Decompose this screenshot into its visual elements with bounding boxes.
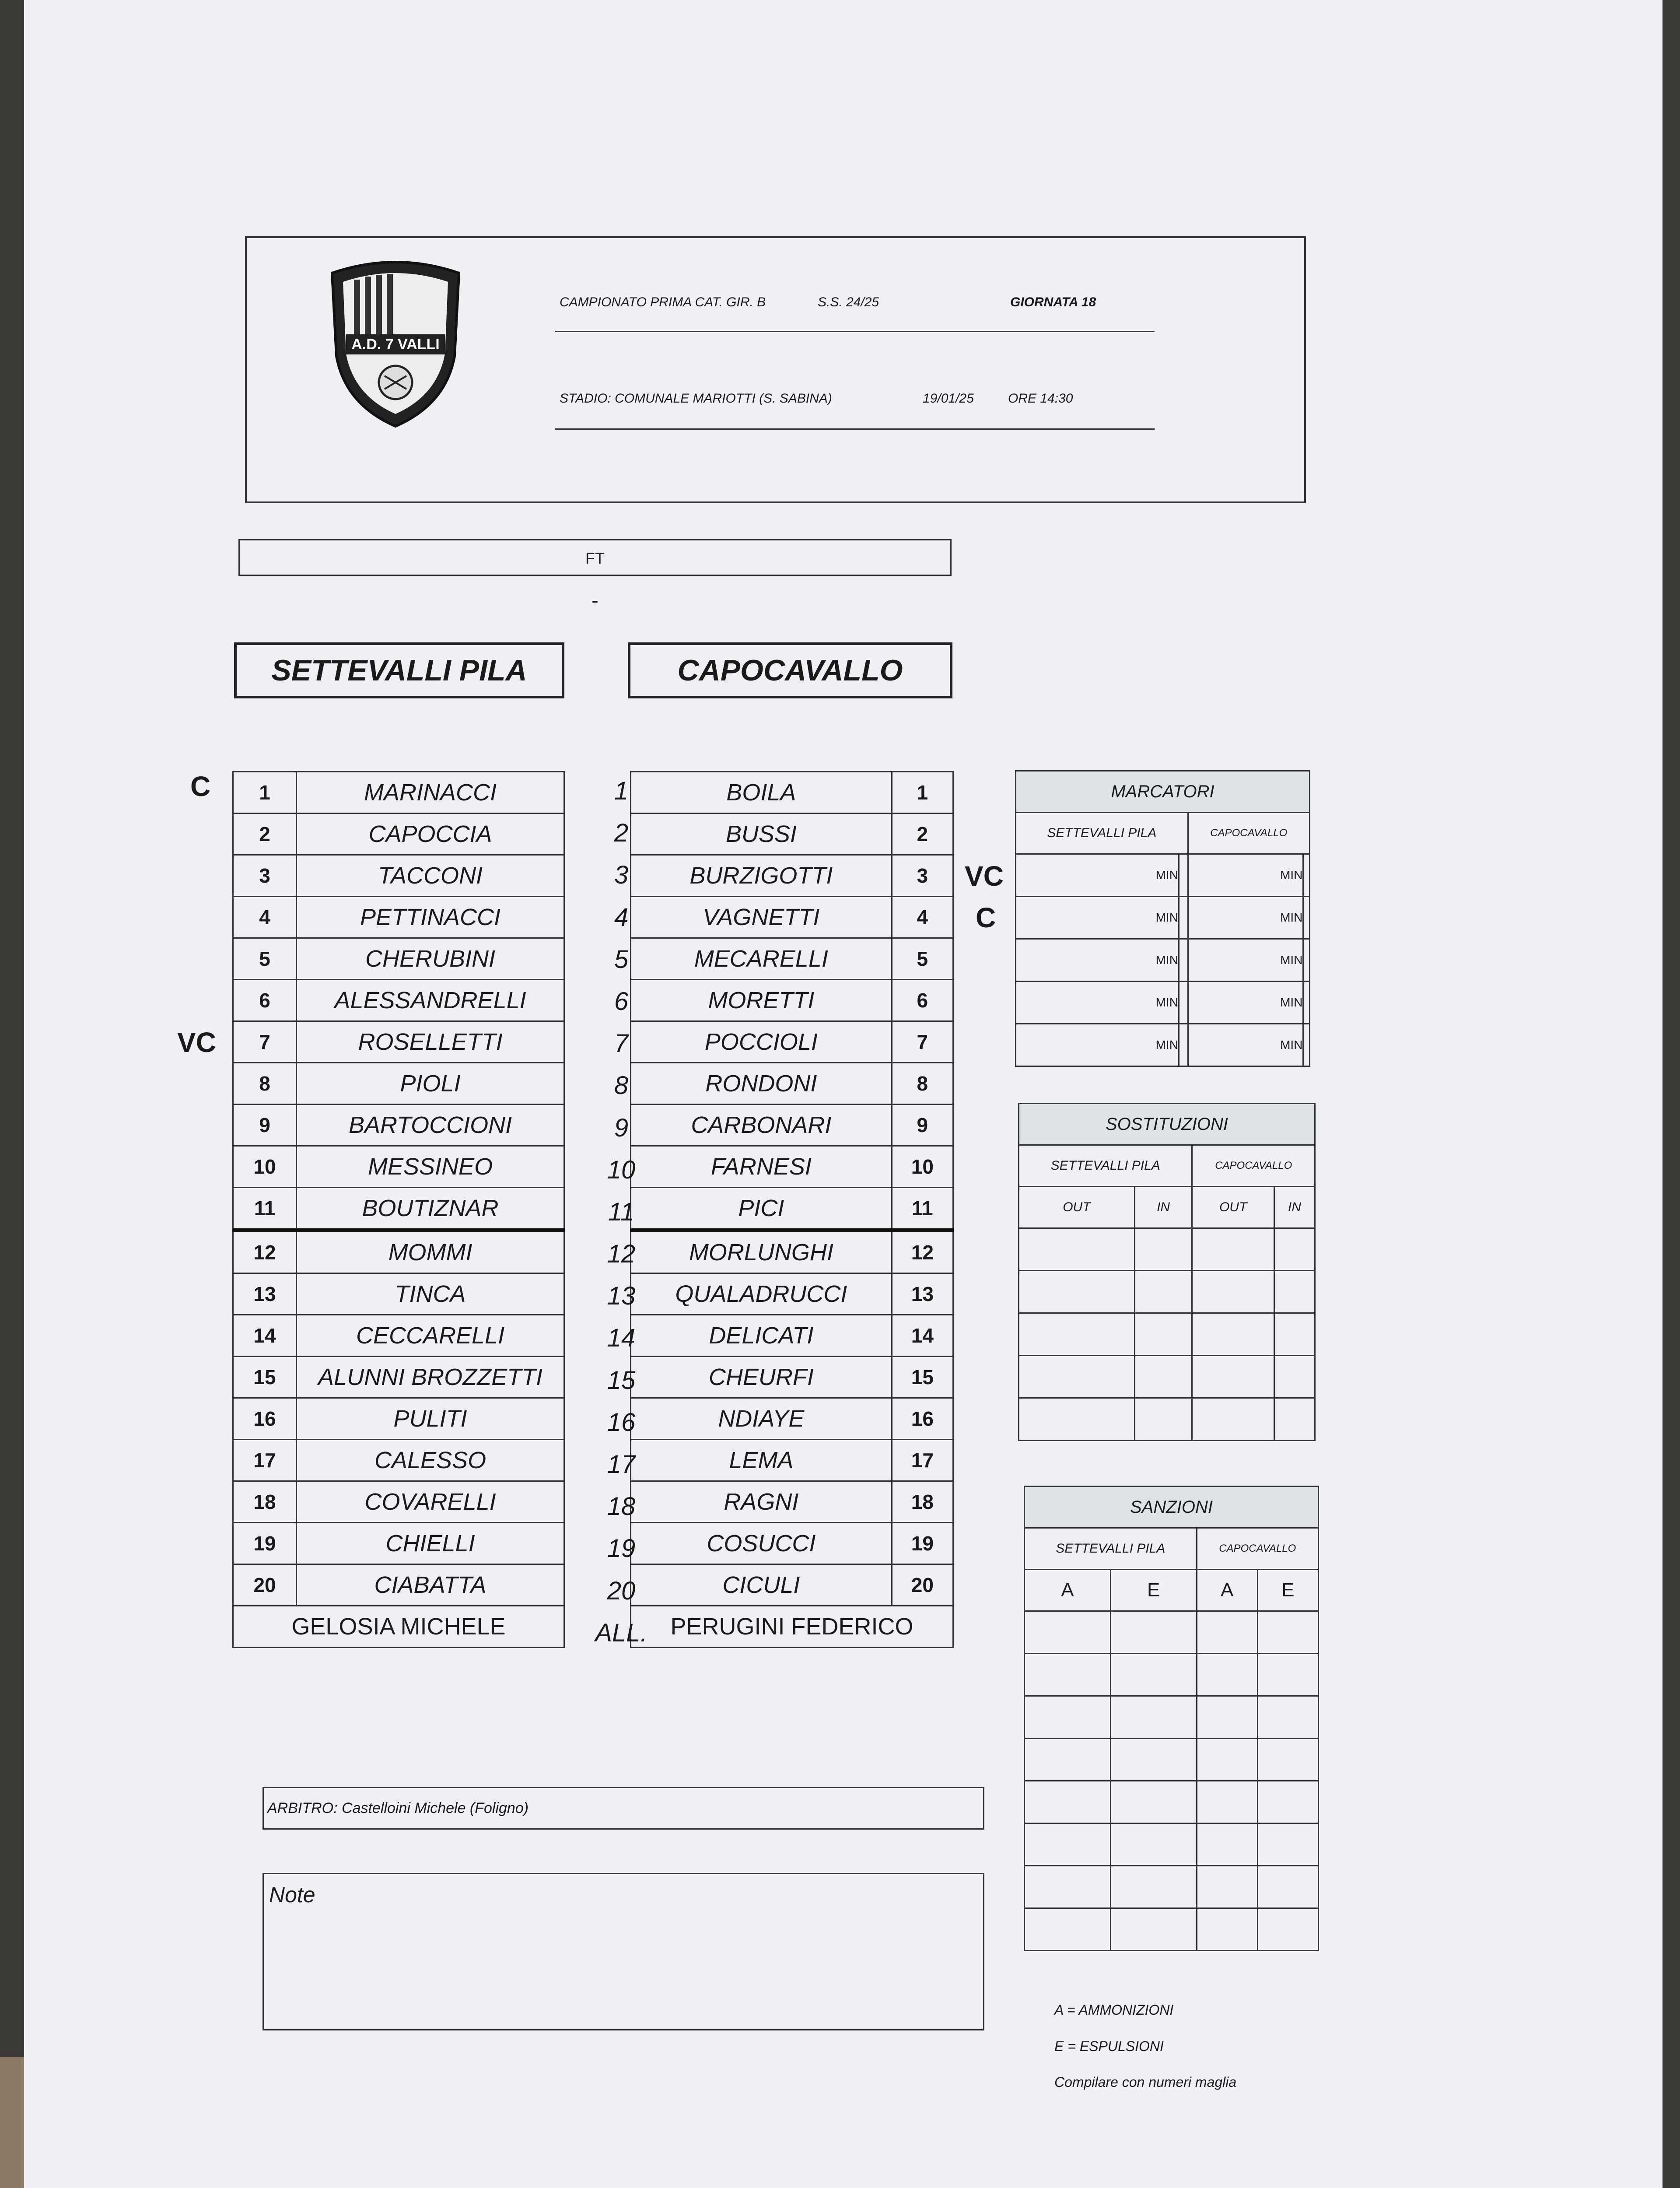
sanction-cell[interactable] xyxy=(1257,1866,1318,1908)
subs-away-in: IN xyxy=(1274,1187,1315,1228)
table-row xyxy=(631,1063,953,1105)
sanction-cell[interactable] xyxy=(1110,1696,1197,1739)
sanction-cell[interactable] xyxy=(1197,1654,1257,1696)
player-name: ALESSANDRELLI xyxy=(297,980,564,1021)
shirt-number: 13 xyxy=(892,1273,953,1315)
player-name: RAGNI xyxy=(631,1481,892,1523)
sub-cell[interactable] xyxy=(1192,1356,1274,1398)
player-name: CICULI xyxy=(631,1564,892,1606)
away-captain-mark: C xyxy=(976,902,996,933)
scorer-min-label: MIN xyxy=(1188,982,1303,1024)
scorer-min-label: MIN xyxy=(1188,939,1303,982)
shirt-number: 8 xyxy=(233,1063,297,1105)
sanction-cell[interactable] xyxy=(1025,1696,1111,1739)
scorer-name-cell[interactable] xyxy=(1303,897,1310,939)
match-date: 19/01/25 xyxy=(923,391,974,406)
player-name: MORETTI xyxy=(631,980,892,1021)
table-row xyxy=(631,1188,953,1231)
table-row xyxy=(1019,1313,1315,1356)
sanction-cell[interactable] xyxy=(1257,1781,1318,1823)
home-lineup-table xyxy=(232,771,565,1648)
shirt-number: 3 xyxy=(233,855,297,897)
shirt-number: 14 xyxy=(233,1315,297,1357)
table-row xyxy=(1025,1696,1319,1739)
middle-number: 7 xyxy=(614,1029,629,1058)
shirt-number: 8 xyxy=(892,1063,953,1105)
sanction-cell[interactable] xyxy=(1197,1866,1257,1908)
scorer-min-label: MIN xyxy=(1016,982,1179,1024)
sub-cell[interactable] xyxy=(1192,1313,1274,1356)
middle-number: 9 xyxy=(614,1113,629,1142)
scorer-name-cell[interactable] xyxy=(1179,854,1188,897)
shirt-number: 6 xyxy=(892,980,953,1021)
table-row xyxy=(233,1105,564,1146)
legend-ammonizioni: A = AMMONIZIONI xyxy=(1054,2002,1174,2018)
shirt-number: 2 xyxy=(892,813,953,855)
table-row xyxy=(233,813,564,855)
table-row xyxy=(233,1231,564,1273)
scorer-min-label: MIN xyxy=(1016,1024,1179,1066)
scorers-table xyxy=(1015,770,1310,1067)
table-row xyxy=(233,1481,564,1523)
table-row xyxy=(631,1523,953,1564)
middle-number: 18 xyxy=(607,1492,636,1521)
player-name: BOUTIZNAR xyxy=(297,1188,564,1231)
stadium: STADIO: COMUNALE MARIOTTI (S. SABINA) xyxy=(560,391,832,406)
sanction-cell[interactable] xyxy=(1025,1654,1111,1696)
sanction-cell[interactable] xyxy=(1110,1823,1197,1866)
player-name: MECARELLI xyxy=(631,938,892,980)
sub-cell[interactable] xyxy=(1019,1313,1135,1356)
table-row xyxy=(631,1440,953,1481)
player-name: BUSSI xyxy=(631,813,892,855)
middle-number: 19 xyxy=(607,1534,636,1563)
middle-number: 20 xyxy=(607,1576,636,1605)
player-name: COVARELLI xyxy=(297,1481,564,1523)
table-row xyxy=(1016,939,1310,982)
table-row xyxy=(1016,897,1310,939)
shirt-number: 11 xyxy=(892,1188,953,1231)
player-name: PICI xyxy=(631,1188,892,1231)
table-row xyxy=(233,897,564,938)
player-name: CARBONARI xyxy=(631,1105,892,1146)
subs-away-out: OUT xyxy=(1192,1187,1274,1228)
table-row xyxy=(233,980,564,1021)
middle-number: 14 xyxy=(607,1324,636,1353)
player-name: MESSINEO xyxy=(297,1146,564,1188)
away-lineup-table xyxy=(630,771,954,1648)
table-row xyxy=(631,1146,953,1188)
table-row xyxy=(1025,1611,1319,1654)
table-row xyxy=(233,1063,564,1105)
table-row xyxy=(631,1564,953,1606)
table-row xyxy=(233,1315,564,1357)
middle-number: 4 xyxy=(614,903,629,932)
score-separator: - xyxy=(592,589,598,612)
legend-espulsioni: E = ESPULSIONI xyxy=(1054,2038,1164,2054)
shirt-number: 6 xyxy=(233,980,297,1021)
middle-number: 5 xyxy=(614,945,629,974)
home-team-name: SETTEVALLI PILA xyxy=(234,642,564,698)
table-row xyxy=(1025,1654,1319,1696)
player-name: DELICATI xyxy=(631,1315,892,1357)
middle-number: ALL. xyxy=(595,1618,648,1647)
subs-title: SOSTITUZIONI xyxy=(1019,1104,1315,1145)
shirt-number: 7 xyxy=(892,1021,953,1063)
middle-number: 12 xyxy=(607,1240,636,1269)
table-row xyxy=(1019,1271,1315,1313)
shirt-number: 3 xyxy=(892,855,953,897)
shirt-number: 14 xyxy=(892,1315,953,1357)
shirt-number: 10 xyxy=(233,1146,297,1188)
player-name: MOMMI xyxy=(297,1231,564,1273)
match-time: ORE 14:30 xyxy=(1008,391,1073,406)
sanction-cell[interactable] xyxy=(1197,1611,1257,1654)
shirt-number: 18 xyxy=(892,1481,953,1523)
sanction-cell[interactable] xyxy=(1257,1611,1318,1654)
scorer-name-cell[interactable] xyxy=(1303,854,1310,897)
player-name: BOILA xyxy=(631,772,892,813)
sub-cell[interactable] xyxy=(1134,1228,1192,1271)
table-row xyxy=(631,1273,953,1315)
scorer-min-label: MIN xyxy=(1188,897,1303,939)
sub-cell[interactable] xyxy=(1274,1313,1315,1356)
sanctions-home-e: E xyxy=(1110,1570,1197,1611)
shirt-number: 19 xyxy=(233,1523,297,1564)
shirt-number: 4 xyxy=(892,897,953,938)
player-name: MORLUNGHI xyxy=(631,1231,892,1273)
final-score-box xyxy=(238,539,952,576)
sub-cell[interactable] xyxy=(1274,1356,1315,1398)
sanctions-away-a: A xyxy=(1197,1570,1257,1611)
logo-text: A.D. 7 VALLI xyxy=(351,336,440,353)
scorers-title: MARCATORI xyxy=(1016,771,1310,813)
shirt-number: 4 xyxy=(233,897,297,938)
table-row xyxy=(631,1357,953,1398)
table-row xyxy=(631,772,953,813)
substitutions-table xyxy=(1018,1103,1316,1441)
sanctions-away-header: CAPOCAVALLO xyxy=(1197,1528,1318,1570)
sanction-cell[interactable] xyxy=(1110,1781,1197,1823)
sanction-cell[interactable] xyxy=(1257,1654,1318,1696)
sanction-cell[interactable] xyxy=(1257,1908,1318,1951)
player-name: POCCIOLI xyxy=(631,1021,892,1063)
sub-cell[interactable] xyxy=(1019,1228,1135,1271)
scorer-min-label: MIN xyxy=(1188,854,1303,897)
sanction-cell[interactable] xyxy=(1025,1866,1111,1908)
sanction-cell[interactable] xyxy=(1110,1654,1197,1696)
shirt-number-column xyxy=(584,770,658,1654)
table-row xyxy=(631,980,953,1021)
table-row xyxy=(1019,1228,1315,1271)
sanctions-title: SANZIONI xyxy=(1025,1487,1319,1528)
player-name: TINCA xyxy=(297,1273,564,1315)
player-name: MARINACCI xyxy=(297,772,564,813)
table-row xyxy=(1025,1866,1319,1908)
scorer-min-label: MIN xyxy=(1016,854,1179,897)
shirt-number: 11 xyxy=(233,1188,297,1231)
table-row xyxy=(233,1440,564,1481)
player-name: LEMA xyxy=(631,1440,892,1481)
sub-cell[interactable] xyxy=(1274,1398,1315,1441)
table-row xyxy=(233,855,564,897)
home-coach: GELOSIA MICHELE xyxy=(233,1606,564,1648)
middle-number: 16 xyxy=(607,1408,636,1437)
table-row xyxy=(631,938,953,980)
table-row xyxy=(233,1021,564,1063)
sub-cell[interactable] xyxy=(1134,1398,1192,1441)
shirt-number: 20 xyxy=(233,1564,297,1606)
table-row xyxy=(631,855,953,897)
player-name: VAGNETTI xyxy=(631,897,892,938)
sub-cell[interactable] xyxy=(1192,1398,1274,1441)
season: S.S. 24/25 xyxy=(818,295,879,309)
scorer-min-label: MIN xyxy=(1188,1024,1303,1066)
shirt-number: 15 xyxy=(233,1357,297,1398)
subs-home-out: OUT xyxy=(1019,1187,1135,1228)
sub-cell[interactable] xyxy=(1134,1313,1192,1356)
sanction-cell[interactable] xyxy=(1025,1611,1111,1654)
round: GIORNATA 18 xyxy=(1010,295,1096,309)
shirt-number: 19 xyxy=(892,1523,953,1564)
table-row xyxy=(233,1523,564,1564)
middle-number: 3 xyxy=(614,861,629,890)
player-name: CHEURFI xyxy=(631,1357,892,1398)
scorers-away-header: CAPOCAVALLO xyxy=(1188,813,1309,854)
legend-hint: Compilare con numeri maglia xyxy=(1054,2074,1237,2090)
middle-number: 10 xyxy=(607,1155,636,1184)
shirt-number: 1 xyxy=(892,772,953,813)
scorer-name-cell[interactable] xyxy=(1179,897,1188,939)
sanction-cell[interactable] xyxy=(1257,1739,1318,1781)
coach-row xyxy=(233,1606,564,1648)
player-name: FARNESI xyxy=(631,1146,892,1188)
sub-cell[interactable] xyxy=(1192,1228,1274,1271)
header-box xyxy=(245,236,1306,503)
coach-row xyxy=(631,1606,953,1648)
sanction-cell[interactable] xyxy=(1197,1696,1257,1739)
player-name: CECCARELLI xyxy=(297,1315,564,1357)
shirt-number: 17 xyxy=(892,1440,953,1481)
shirt-number: 2 xyxy=(233,813,297,855)
shirt-number: 12 xyxy=(233,1231,297,1273)
scorer-name-cell[interactable] xyxy=(1179,1024,1188,1066)
sanction-cell[interactable] xyxy=(1197,1908,1257,1951)
table-row xyxy=(1025,1908,1319,1951)
away-team-name: CAPOCAVALLO xyxy=(628,642,952,698)
player-name: CHERUBINI xyxy=(297,938,564,980)
away-vice-captain-mark: VC xyxy=(965,860,1004,892)
sub-cell[interactable] xyxy=(1274,1228,1315,1271)
club-logo xyxy=(323,256,468,431)
sanction-cell[interactable] xyxy=(1025,1739,1111,1781)
table-row xyxy=(1025,1781,1319,1823)
scorer-name-cell[interactable] xyxy=(1179,939,1188,982)
shirt-number: 20 xyxy=(892,1564,953,1606)
sanction-cell[interactable] xyxy=(1197,1781,1257,1823)
sanctions-away-e: E xyxy=(1257,1570,1318,1611)
referee-box: ARBITRO: Castelloini Michele (Foligno) xyxy=(262,1787,984,1830)
sanction-cell[interactable] xyxy=(1110,1866,1197,1908)
shirt-number: 18 xyxy=(233,1481,297,1523)
sanction-cell[interactable] xyxy=(1257,1696,1318,1739)
middle-number: 2 xyxy=(614,819,629,848)
table-row xyxy=(1016,854,1310,897)
middle-number: 17 xyxy=(607,1450,636,1479)
shirt-number: 5 xyxy=(233,938,297,980)
match-sheet xyxy=(24,0,1662,2188)
shirt-number: 16 xyxy=(892,1398,953,1440)
table-row xyxy=(1019,1398,1315,1441)
shirt-number: 17 xyxy=(233,1440,297,1481)
championship: CAMPIONATO PRIMA CAT. GIR. B xyxy=(560,295,766,309)
player-name: CALESSO xyxy=(297,1440,564,1481)
subs-home-header: SETTEVALLI PILA xyxy=(1019,1145,1192,1187)
middle-number: 8 xyxy=(614,1071,629,1100)
header-rule xyxy=(555,428,1155,430)
sub-cell[interactable] xyxy=(1134,1356,1192,1398)
sanction-cell[interactable] xyxy=(1110,1739,1197,1781)
sanctions-table xyxy=(1024,1486,1319,1951)
player-name: ROSELLETTI xyxy=(297,1021,564,1063)
scorer-name-cell[interactable] xyxy=(1303,939,1310,982)
scorer-min-label: MIN xyxy=(1016,939,1179,982)
home-captain-mark: C xyxy=(190,771,211,802)
sanction-cell[interactable] xyxy=(1025,1908,1111,1951)
table-row xyxy=(631,1105,953,1146)
middle-number: 13 xyxy=(607,1282,636,1311)
table-row xyxy=(631,1315,953,1357)
sub-cell[interactable] xyxy=(1019,1271,1135,1313)
table-row xyxy=(631,813,953,855)
table-row xyxy=(631,1231,953,1273)
table-row xyxy=(233,938,564,980)
sub-cell[interactable] xyxy=(1019,1356,1135,1398)
player-name: PIOLI xyxy=(297,1063,564,1105)
sub-cell[interactable] xyxy=(1019,1398,1135,1441)
sanction-cell[interactable] xyxy=(1110,1908,1197,1951)
shirt-number: 9 xyxy=(892,1105,953,1146)
shirt-number: 7 xyxy=(233,1021,297,1063)
sanction-cell[interactable] xyxy=(1257,1823,1318,1866)
subs-away-header: CAPOCAVALLO xyxy=(1192,1145,1315,1187)
table-row xyxy=(1025,1823,1319,1866)
table-row xyxy=(233,1273,564,1315)
sanction-cell[interactable] xyxy=(1197,1823,1257,1866)
middle-number: 6 xyxy=(614,987,629,1016)
ft-label: FT xyxy=(585,549,605,567)
shirt-number: 12 xyxy=(892,1231,953,1273)
notes-box[interactable]: Note xyxy=(262,1873,984,2030)
shirt-number: 9 xyxy=(233,1105,297,1146)
scorer-name-cell[interactable] xyxy=(1303,982,1310,1024)
header-rule xyxy=(555,331,1155,332)
shirt-number: 10 xyxy=(892,1146,953,1188)
table-row xyxy=(631,1398,953,1440)
player-name: BURZIGOTTI xyxy=(631,855,892,897)
scorers-home-header: SETTEVALLI PILA xyxy=(1016,813,1188,854)
player-name: PULITI xyxy=(297,1398,564,1440)
middle-number: 1 xyxy=(614,777,629,805)
table-row xyxy=(233,1146,564,1188)
player-name: QUALADRUCCI xyxy=(631,1273,892,1315)
sub-cell[interactable] xyxy=(1192,1271,1274,1313)
shirt-number: 16 xyxy=(233,1398,297,1440)
player-name: COSUCCI xyxy=(631,1523,892,1564)
shirt-number: 13 xyxy=(233,1273,297,1315)
player-name: TACCONI xyxy=(297,855,564,897)
middle-number: 15 xyxy=(607,1366,636,1395)
player-name: CHIELLI xyxy=(297,1523,564,1564)
middle-number: 11 xyxy=(608,1197,635,1226)
shirt-number: 15 xyxy=(892,1357,953,1398)
sanction-cell[interactable] xyxy=(1197,1739,1257,1781)
table-row xyxy=(1016,1024,1310,1066)
subs-home-in: IN xyxy=(1134,1187,1192,1228)
table-row xyxy=(1016,982,1310,1024)
table-row xyxy=(233,1357,564,1398)
table-row xyxy=(233,772,564,813)
sanction-cell[interactable] xyxy=(1025,1781,1111,1823)
away-coach: PERUGINI FEDERICO xyxy=(631,1606,953,1648)
player-name: ALUNNI BROZZETTI xyxy=(297,1357,564,1398)
scorer-name-cell[interactable] xyxy=(1179,982,1188,1024)
player-name: CAPOCCIA xyxy=(297,813,564,855)
scorer-min-label: MIN xyxy=(1016,897,1179,939)
sanction-cell[interactable] xyxy=(1110,1611,1197,1654)
table-row xyxy=(233,1564,564,1606)
sub-cell[interactable] xyxy=(1134,1271,1192,1313)
player-name: CIABATTA xyxy=(297,1564,564,1606)
player-name: PETTINACCI xyxy=(297,897,564,938)
shirt-number: 5 xyxy=(892,938,953,980)
player-name: RONDONI xyxy=(631,1063,892,1105)
shirt-number: 1 xyxy=(233,772,297,813)
home-vice-captain-mark: VC xyxy=(177,1027,216,1058)
sub-cell[interactable] xyxy=(1274,1271,1315,1313)
table-row xyxy=(631,1481,953,1523)
table-row xyxy=(233,1398,564,1440)
player-name: BARTOCCIONI xyxy=(297,1105,564,1146)
table-row xyxy=(233,1188,564,1231)
sanction-cell[interactable] xyxy=(1025,1823,1111,1866)
table-row xyxy=(1025,1739,1319,1781)
table-row xyxy=(631,897,953,938)
table-row xyxy=(1019,1356,1315,1398)
sanctions-home-header: SETTEVALLI PILA xyxy=(1025,1528,1197,1570)
table-row xyxy=(631,1021,953,1063)
sanctions-home-a: A xyxy=(1025,1570,1111,1611)
player-name: NDIAYE xyxy=(631,1398,892,1440)
scorer-name-cell[interactable] xyxy=(1303,1024,1310,1066)
